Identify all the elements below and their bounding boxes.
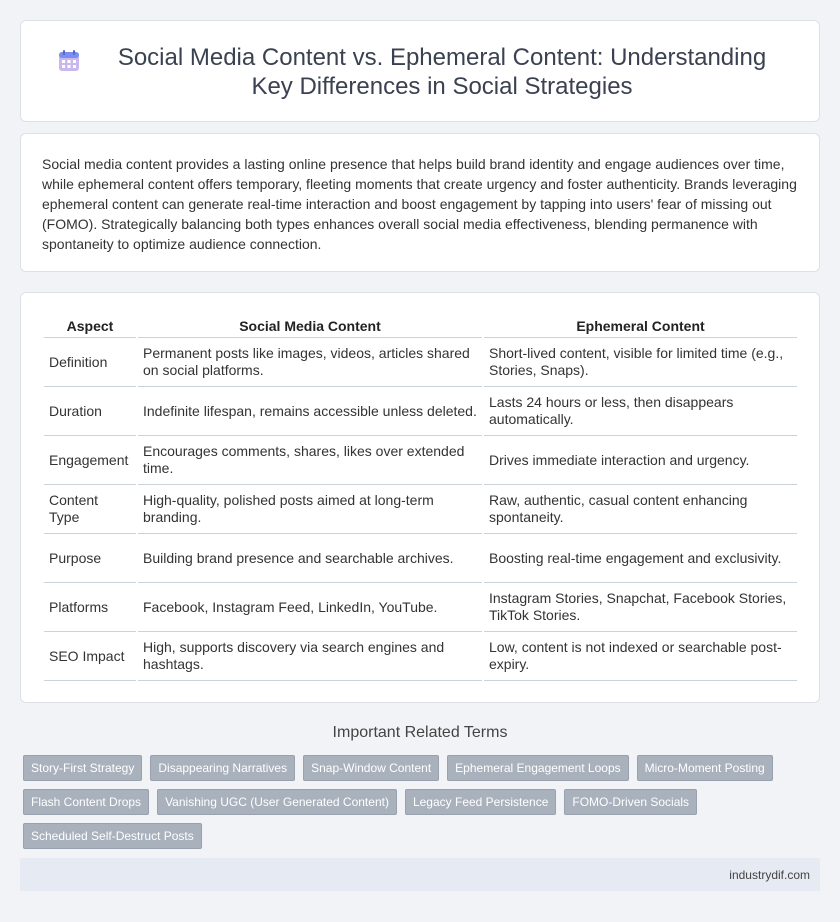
ephemeral-cell: Drives immediate interaction and urgency. bbox=[484, 436, 797, 485]
footer bbox=[20, 858, 820, 891]
ephemeral-cell: Instagram Stories, Snapchat, Facebook Stories, TikTok Stories. bbox=[484, 583, 797, 632]
social-media-cell: Facebook, Instagram Feed, LinkedIn, YouTube. bbox=[138, 583, 482, 632]
related-term-tag[interactable]: Story-First Strategy bbox=[23, 755, 142, 781]
social-media-cell: Permanent posts like images, videos, articles shared on social platforms. bbox=[138, 338, 482, 387]
aspect-cell: Definition bbox=[44, 338, 136, 387]
aspect-cell: Duration bbox=[44, 387, 136, 436]
social-media-cell: High, supports discovery via search engines and hashtags. bbox=[138, 632, 482, 681]
table-row bbox=[44, 436, 797, 485]
related-term-tag[interactable]: Vanishing UGC (User Generated Content) bbox=[157, 789, 397, 815]
ephemeral-cell: Short-lived content, visible for limited time (e.g., Stories, Snaps). bbox=[484, 338, 797, 387]
social-media-cell: High-quality, polished posts aimed at long-term branding. bbox=[138, 485, 482, 534]
related-terms-heading: Important Related Terms bbox=[332, 724, 508, 741]
aspect-cell: Platforms bbox=[44, 583, 136, 632]
column-header-ephemeral-content: Ephemeral Content bbox=[484, 314, 797, 338]
column-header-aspect: Aspect bbox=[44, 314, 136, 338]
intro-card bbox=[20, 133, 820, 272]
table-row bbox=[44, 534, 797, 583]
page-title: Social Media Content vs. Ephemeral Content: Understanding Key Differences in Social Strategies bbox=[117, 44, 767, 100]
comparison-table bbox=[42, 314, 799, 681]
ephemeral-cell: Raw, authentic, casual content enhancing spontaneity. bbox=[484, 485, 797, 534]
table-header-row bbox=[44, 314, 797, 338]
related-term-tag[interactable]: Scheduled Self-Destruct Posts bbox=[23, 823, 202, 849]
related-term-tag[interactable]: Flash Content Drops bbox=[23, 789, 149, 815]
comparison-card bbox=[20, 292, 820, 703]
related-terms-list bbox=[23, 755, 803, 849]
related-term-tag[interactable]: Disappearing Narratives bbox=[150, 755, 295, 781]
table-row bbox=[44, 485, 797, 534]
related-term-tag[interactable]: Legacy Feed Persistence bbox=[405, 789, 556, 815]
related-term-tag[interactable]: Snap-Window Content bbox=[303, 755, 439, 781]
title-card bbox=[20, 20, 820, 122]
related-term-tag[interactable]: Micro-Moment Posting bbox=[637, 755, 773, 781]
aspect-cell: Content Type bbox=[44, 485, 136, 534]
aspect-cell: Purpose bbox=[44, 534, 136, 583]
table-row bbox=[44, 387, 797, 436]
intro-paragraph: Social media content provides a lasting online presence that helps build brand identity and engage audiences over time, while ephemeral content offers temporary, fleeting moments that create urgency and foster authenticity. Brands leveraging ephemeral content can generate real-time interaction and boost engagement by tapping into users' fear of missing out (FOMO). Strategically balancing both types enhances overall social media effectiveness, blending permanence with spontaneity to optimize audience connection. bbox=[42, 156, 797, 252]
aspect-cell: Engagement bbox=[44, 436, 136, 485]
footer-site-link[interactable]: industrydif.com bbox=[729, 868, 810, 882]
ephemeral-cell: Lasts 24 hours or less, then disappears automatically. bbox=[484, 387, 797, 436]
social-media-cell: Indefinite lifespan, remains accessible unless deleted. bbox=[138, 387, 482, 436]
related-term-tag[interactable]: Ephemeral Engagement Loops bbox=[447, 755, 628, 781]
aspect-cell: SEO Impact bbox=[44, 632, 136, 681]
column-header-social-media-content: Social Media Content bbox=[138, 314, 482, 338]
ephemeral-cell: Boosting real-time engagement and exclusivity. bbox=[484, 534, 797, 583]
social-media-cell: Building brand presence and searchable archives. bbox=[138, 534, 482, 583]
table-row bbox=[44, 338, 797, 387]
table-row bbox=[44, 632, 797, 681]
table-row bbox=[44, 583, 797, 632]
related-term-tag[interactable]: FOMO-Driven Socials bbox=[564, 789, 697, 815]
ephemeral-cell: Low, content is not indexed or searchable post-expiry. bbox=[484, 632, 797, 681]
social-media-cell: Encourages comments, shares, likes over extended time. bbox=[138, 436, 482, 485]
